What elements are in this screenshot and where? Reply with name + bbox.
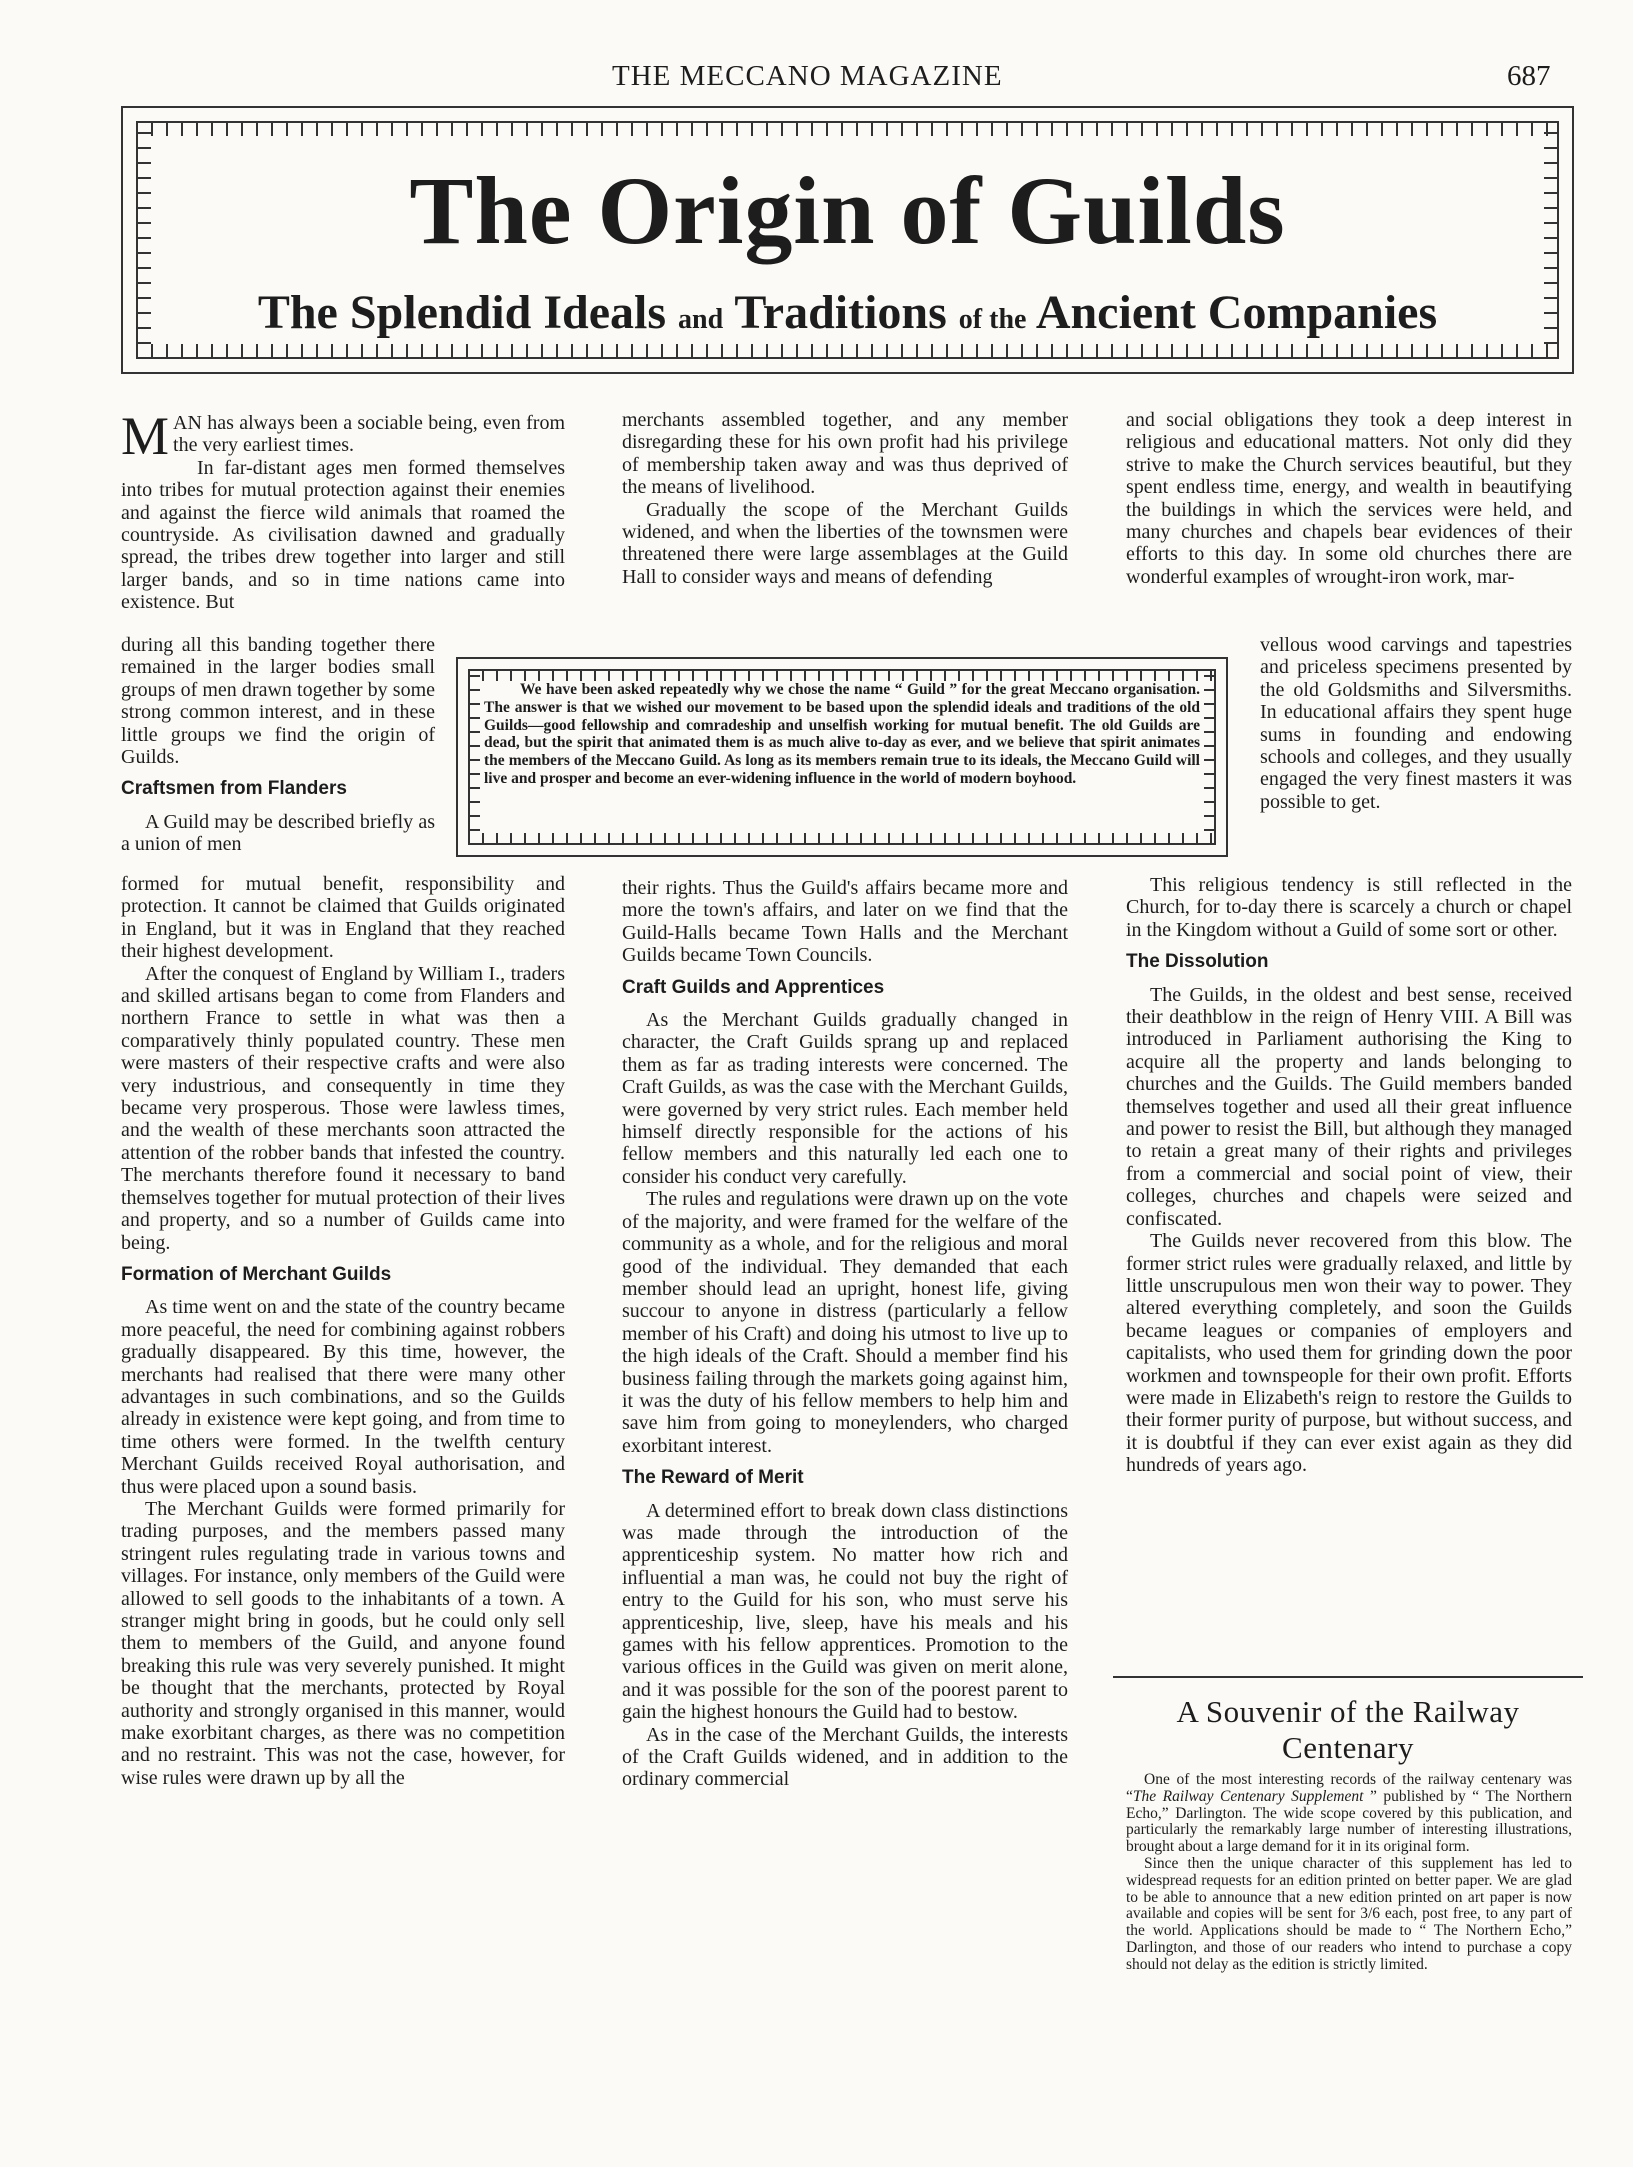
- drop-cap: M: [121, 406, 170, 466]
- paragraph: This religious tendency is still reflected in the Church, for to-day there is scarcely a church or chapel in the Kingdom without a Guild of some sort or other.: [1126, 874, 1572, 941]
- paragraph: [1126, 1772, 1572, 1856]
- paragraph: during all this banding together there remained in the larger bodies small groups of men drawn together by some strong common interest, and in these little groups we find the origin of Guilds.: [121, 634, 435, 769]
- souvenir-body: [1126, 1772, 1572, 1974]
- column-2-top: [622, 409, 1068, 588]
- notice-paragraph: We have been asked repeatedly why we chose the name “ Guild ” for the great Meccano organisation. The answer is that we wished our movement to be based upon the splendid ideals and traditions of the old Guilds—good fellowship and comradeship and unselfish working for mutual benefit. The old Guilds are dead, but the spirit that animated them is as much alive to-day as ever, and we believe that spirit animates the members of the Meccano Guild. As long as its members remain true to its ideals, the Meccano Guild will live and prosper and become an ever-widening influence in the world of modern boyhood.: [484, 681, 1200, 787]
- paragraph: Since then the unique character of this supplement has led to widespread requests for an edition printed on better paper. We are glad to be able to announce that a new edition printed on art paper is now available and copies will be sent for 3/6 each, post free, to any part of the world. Applications should be made to “ The Northern Echo,” Darlington, and those of our readers who intend to purchase a copy should not delay as the edition is strictly limited.: [1126, 1854, 1572, 1973]
- section-heading: The Reward of Merit: [622, 1467, 804, 1489]
- paragraph: The Guilds, in the oldest and best sense, received their deathblow in the reign of Henry VIII. A Bill was introduced in Parliament authorising the King to acquire all the property and lands belonging to churches and the Guilds. The Guild members banded themselves together and used all their great influence and power to resist the Bill, but although they managed to retain a great many of their rights and privileges from a commercial and social point of view, their colleges, churches and chapels were seized and confiscated.: [1126, 983, 1572, 1230]
- notice-text: [484, 681, 1200, 788]
- notice-box: [456, 657, 1228, 857]
- column-2-lower: [622, 877, 1068, 1791]
- paragraph: merchants assembled together, and any member disregarding these for his own profit had his privilege of membership taken away and was thus deprived of the means of livelihood.: [622, 409, 1068, 499]
- souvenir-title: A Souvenir of the Railway Centenary: [1176, 1694, 1520, 1765]
- page-number: 687: [1507, 60, 1551, 92]
- paragraph: As in the case of the Merchant Guilds, the interests of the Craft Guilds widened, and in addition to the ordinary commercial: [622, 1723, 1068, 1791]
- article-title: The Origin of Guilds: [409, 157, 1286, 264]
- section-heading: Craftsmen from Flanders: [121, 778, 347, 800]
- column-3-inset: [1260, 634, 1572, 813]
- paragraph: In far-distant ages men formed themselves into tribes for mutual protection against their enemies and against the fierce wild animals that roamed the countryside. As civilisation dawned and gradually spread, the tribes drew together into larger and still larger bands, and so in time nations came into existence. But: [121, 456, 565, 614]
- publication-title: The Railway Centenary Supplement: [1132, 1787, 1364, 1805]
- subtitle-part-1: The Splendid Ideals: [257, 286, 667, 339]
- column-1-lower: [121, 873, 565, 1789]
- running-title: THE MECCANO MAGAZINE: [612, 60, 1003, 92]
- paragraph: The Merchant Guilds were formed primarily for trading purposes, and the members passed many stringent rules regulating trade in various towns and villages. For instance, only members of the Guild were allowed to sell goods to the inhabitants of a town. A stranger might bring in goods, but he could only sell them to members of the Guild, and anyone found breaking this rule was very severely punished. It might be thought that the merchants, protected by Royal authority and strongly organised in this manner, would make exorbitant charges, as there was no competition and no restraint. This was not the case, however, for wise rules were drawn up by all the: [121, 1497, 565, 1789]
- title-frame: [121, 106, 1574, 374]
- subtitle-of-the: of the: [958, 304, 1027, 335]
- paragraph: The rules and regulations were drawn up on the vote of the majority, and were framed for the welfare of the community as a whole, and for the religious and moral good of the individual. They demanded that each member should lead an upright, honest life, giving succour to anyone in distress (particularly a fellow member of his Craft) and doing his utmost to live up to the high ideals of the Craft. Should a member find his business failing through the markets going against him, it was the duty of his fellow members to help him and save him from going to moneylenders, who charged exorbitant interest.: [622, 1188, 1068, 1457]
- text: ” published by “ The Northern Echo,” Darlington. The wide scope covered by this publication, and particularly the remarkably large number of interesting illustrations, brought about a large demand for it in its original form.: [1126, 1787, 1572, 1856]
- paragraph: [121, 406, 565, 466]
- article-subtitle: [136, 286, 1559, 339]
- subtitle-and: and: [678, 304, 724, 335]
- paragraph: After the conquest of England by William I., traders and skilled artisans began to come from Flanders and northern France to settle in what was then a comparatively thinly populated country. These men were masters of their respective crafts and were also very industrious, and consequently in time they became very prosperous. Those were lawless times, and the wealth of these merchants soon attracted the attention of the robber bands that infested the country. The merchants therefore found it necessary to band themselves together for mutual protection of their lives and property, and so a number of Guilds came into being.: [121, 962, 565, 1254]
- paragraph: As the Merchant Guilds gradually changed in character, the Craft Guilds sprang up and replaced them as far as trading interests were concerned. The Craft Guilds, as was the case with the Merchant Guilds, were governed by very strict rules. Each member held himself directly responsible for the actions of his fellow members and this naturally led each one to consider his conduct very carefully.: [622, 1009, 1069, 1188]
- subtitle-part-2: Traditions: [734, 286, 947, 339]
- paragraph: formed for mutual benefit, responsibility and protection. It cannot be claimed that Guilds originated in England, but it was in England that they reached their highest development.: [121, 873, 565, 963]
- paragraph-text: AN has always been a sociable being, even from the very earliest times.: [173, 412, 565, 457]
- paragraph: As time went on and the state of the country became more peaceful, the need for combining against robbers gradually disappeared. By this time, however, the merchants had realised that there were many other advantages in such combinations, and so the Guilds already in existence were kept going, and from time to time others were formed. In the twelfth century Merchant Guilds received Royal authorisation, and thus were placed upon a sound basis.: [121, 1296, 565, 1498]
- paragraph: The Guilds never recovered from this blow. The former strict rules were gradually relaxed, and little by little unscrupulous men won their way to power. They altered everything completely, and soon the Guilds became leagues or companies of employers and capitalists, who used them for grinding down the poor workmen and townspeople for their own profit. Efforts were made in Elizabeth's reign to restore the Guilds to their former purity of purpose, but without success, and it is doubtful if they can ever exist again as they did hundreds of years ago.: [1126, 1230, 1572, 1477]
- column-3-top: [1126, 409, 1572, 588]
- subtitle-part-3: Ancient Companies: [1035, 286, 1438, 339]
- text: One of the most interesting records of the railway centenary was “: [1126, 1771, 1572, 1805]
- paragraph: their rights. Thus the Guild's affairs became more and more the town's affairs, and later on we find that the Guild-Halls became Town Halls and the Merchant Guilds became Town Councils.: [622, 877, 1068, 967]
- section-rule: [1113, 1676, 1583, 1678]
- paragraph: and social obligations they took a deep interest in religious and educational matters. Not only did they strive to make the Church services beautiful, but they spent endless time, energy, and wealth in beautifying the buildings in which the services were held, and many churches and chapels bear evidences of their efforts to this day. In some old churches there are wonderful examples of wrought-iron work, mar-: [1126, 409, 1572, 588]
- section-heading: The Dissolution: [1126, 951, 1269, 973]
- section-heading: Craft Guilds and Apprentices: [622, 976, 885, 998]
- paragraph: A determined effort to break down class distinctions was made through the introduction of the apprenticeship system. No matter how rich and influential a man was, he could not buy the right of entry to the Guild for his son, who must serve his apprenticeship, live, sleep, have his meals and his games with his fellow apprentices. Promotion to the various offices in the Guild was given on merit alone, and it was possible for the son of the poorest parent to gain the highest honours the Guild had to bestow.: [622, 1499, 1068, 1724]
- paragraph: Gradually the scope of the Merchant Guilds widened, and when the liberties of the townsmen were threatened there were large assemblages at the Guild Hall to consider ways and means of defending: [622, 498, 1068, 588]
- paragraph: A Guild may be described briefly as a union of men: [121, 810, 435, 856]
- section-heading: Formation of Merchant Guilds: [121, 1263, 392, 1285]
- column-1-top: [121, 406, 565, 614]
- column-3-lower: [1126, 874, 1572, 1477]
- column-1-inset: [121, 634, 435, 856]
- paragraph: vellous wood carvings and tapestries and priceless specimens presented by the old Goldsmiths and Silversmiths. In educational affairs they spent huge sums in founding and endowing schools and colleges, and they usually engaged the very finest masters it was possible to get.: [1260, 634, 1572, 813]
